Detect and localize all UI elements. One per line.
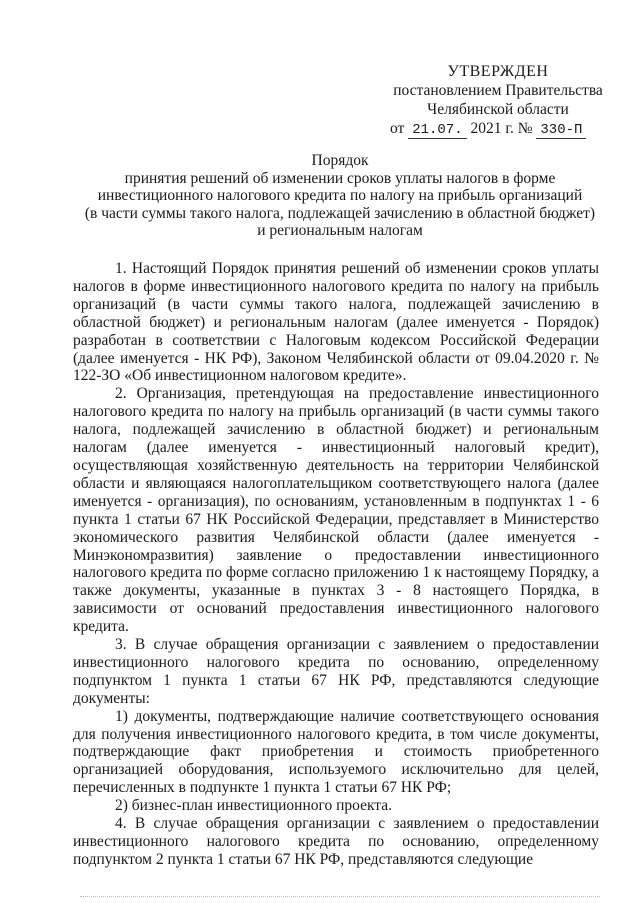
title-line: и региональным налогам: [257, 222, 423, 239]
title-line: Порядок: [311, 152, 369, 169]
subparagraph-3-2: 2) бизнес-план инвестиционного проекта.: [115, 797, 392, 815]
title-line: инвестиционного налогового кредита по налогу на прибыль организаций: [97, 187, 583, 204]
approval-region: Челябинской области: [427, 101, 569, 118]
scan-artifact-line: [80, 896, 600, 899]
approval-number: 330-П: [536, 122, 586, 139]
title-line: принятия решений об изменении сроков уплаты налогов в форме: [124, 169, 556, 187]
document-title: [70, 152, 610, 240]
paragraph-4: 4. В случае обращения организации с заявлением о предоставлении инвестиционного налогового кредита по основанию, определенному подпунктом 2 пункта 1 статьи 67 НК РФ, представляются следующие: [73, 815, 599, 868]
approval-issuer: постановлением Правительства: [393, 82, 603, 99]
approval-year: 2021 г. №: [470, 120, 533, 137]
subparagraph-3-1: 1) документы, подтверждающие наличие соответствующего основания для получения инвестиционного налогового кредита, в том числе документы, подтверждающие факт приобретения и стоимость приобретенного организацией оборудования, используемого исключительно для целей, перечисленных в подпункте 1 пункта 1 статьи 67 НК РФ;: [73, 707, 599, 797]
approval-date: 21.07.: [408, 122, 466, 139]
document-body: [73, 260, 599, 869]
title-line: (в части суммы такого налога, подлежащей зачислению в областной бюджет): [84, 204, 596, 222]
paragraph-3: 3. В случае обращения организации с заявлением о предоставлении инвестиционного налогового кредита по основанию, определенному подпунктом 1 пункта 1 статьи 67 НК РФ, представляются следующие документы:: [73, 636, 599, 707]
paragraph-1: 1. Настоящий Порядок принятия решений об изменении сроков уплаты налогов в форме инвестиционного налогового кредита по налогу на прибыль организаций (в части суммы такого налога, подлежащей зачислению в областной бюджет) и региональным налогам (далее именуется - Порядок) разработан в соответствии с Налоговым кодексом Российской Федерации (далее именуется - НК РФ), Законом Челябинской области от 09.04.2020 г. № 122-ЗО «Об инвестиционном налоговом кредите».: [73, 260, 599, 385]
date-prefix: от: [390, 120, 405, 137]
paragraph-2: 2. Организация, претендующая на предоставление инвестиционного налогового кредита по налогу на прибыль организаций (в части суммы такого налога, подлежащей зачислению в областной бюджет) и региональным налогам (далее именуется - инвестиционный налоговый кредит), осуществляющая хозяйственную деятельность на территории Челябинской области и являющаяся налогоплательщиком соответствующего налога (далее именуется - организация), по основаниям, установленным в подпунктах 1 - 6 пункта 1 статьи 67 НК Российской Федерации, представляет в Министерство экономического развития Челябинской области (далее именуется - Минэкономразвития) заявление о предоставлении инвестиционного налогового кредита по форме согласно приложению 1 к настоящему Порядку, а также документы, указанные в пунктах 3 - 8 настоящего Порядка, в зависимости от оснований предоставления инвестиционного налогового кредита.: [73, 385, 599, 636]
approval-date-line: [390, 119, 608, 140]
approval-block: [388, 62, 608, 140]
approval-heading: УТВЕРЖДЕН: [447, 63, 549, 80]
